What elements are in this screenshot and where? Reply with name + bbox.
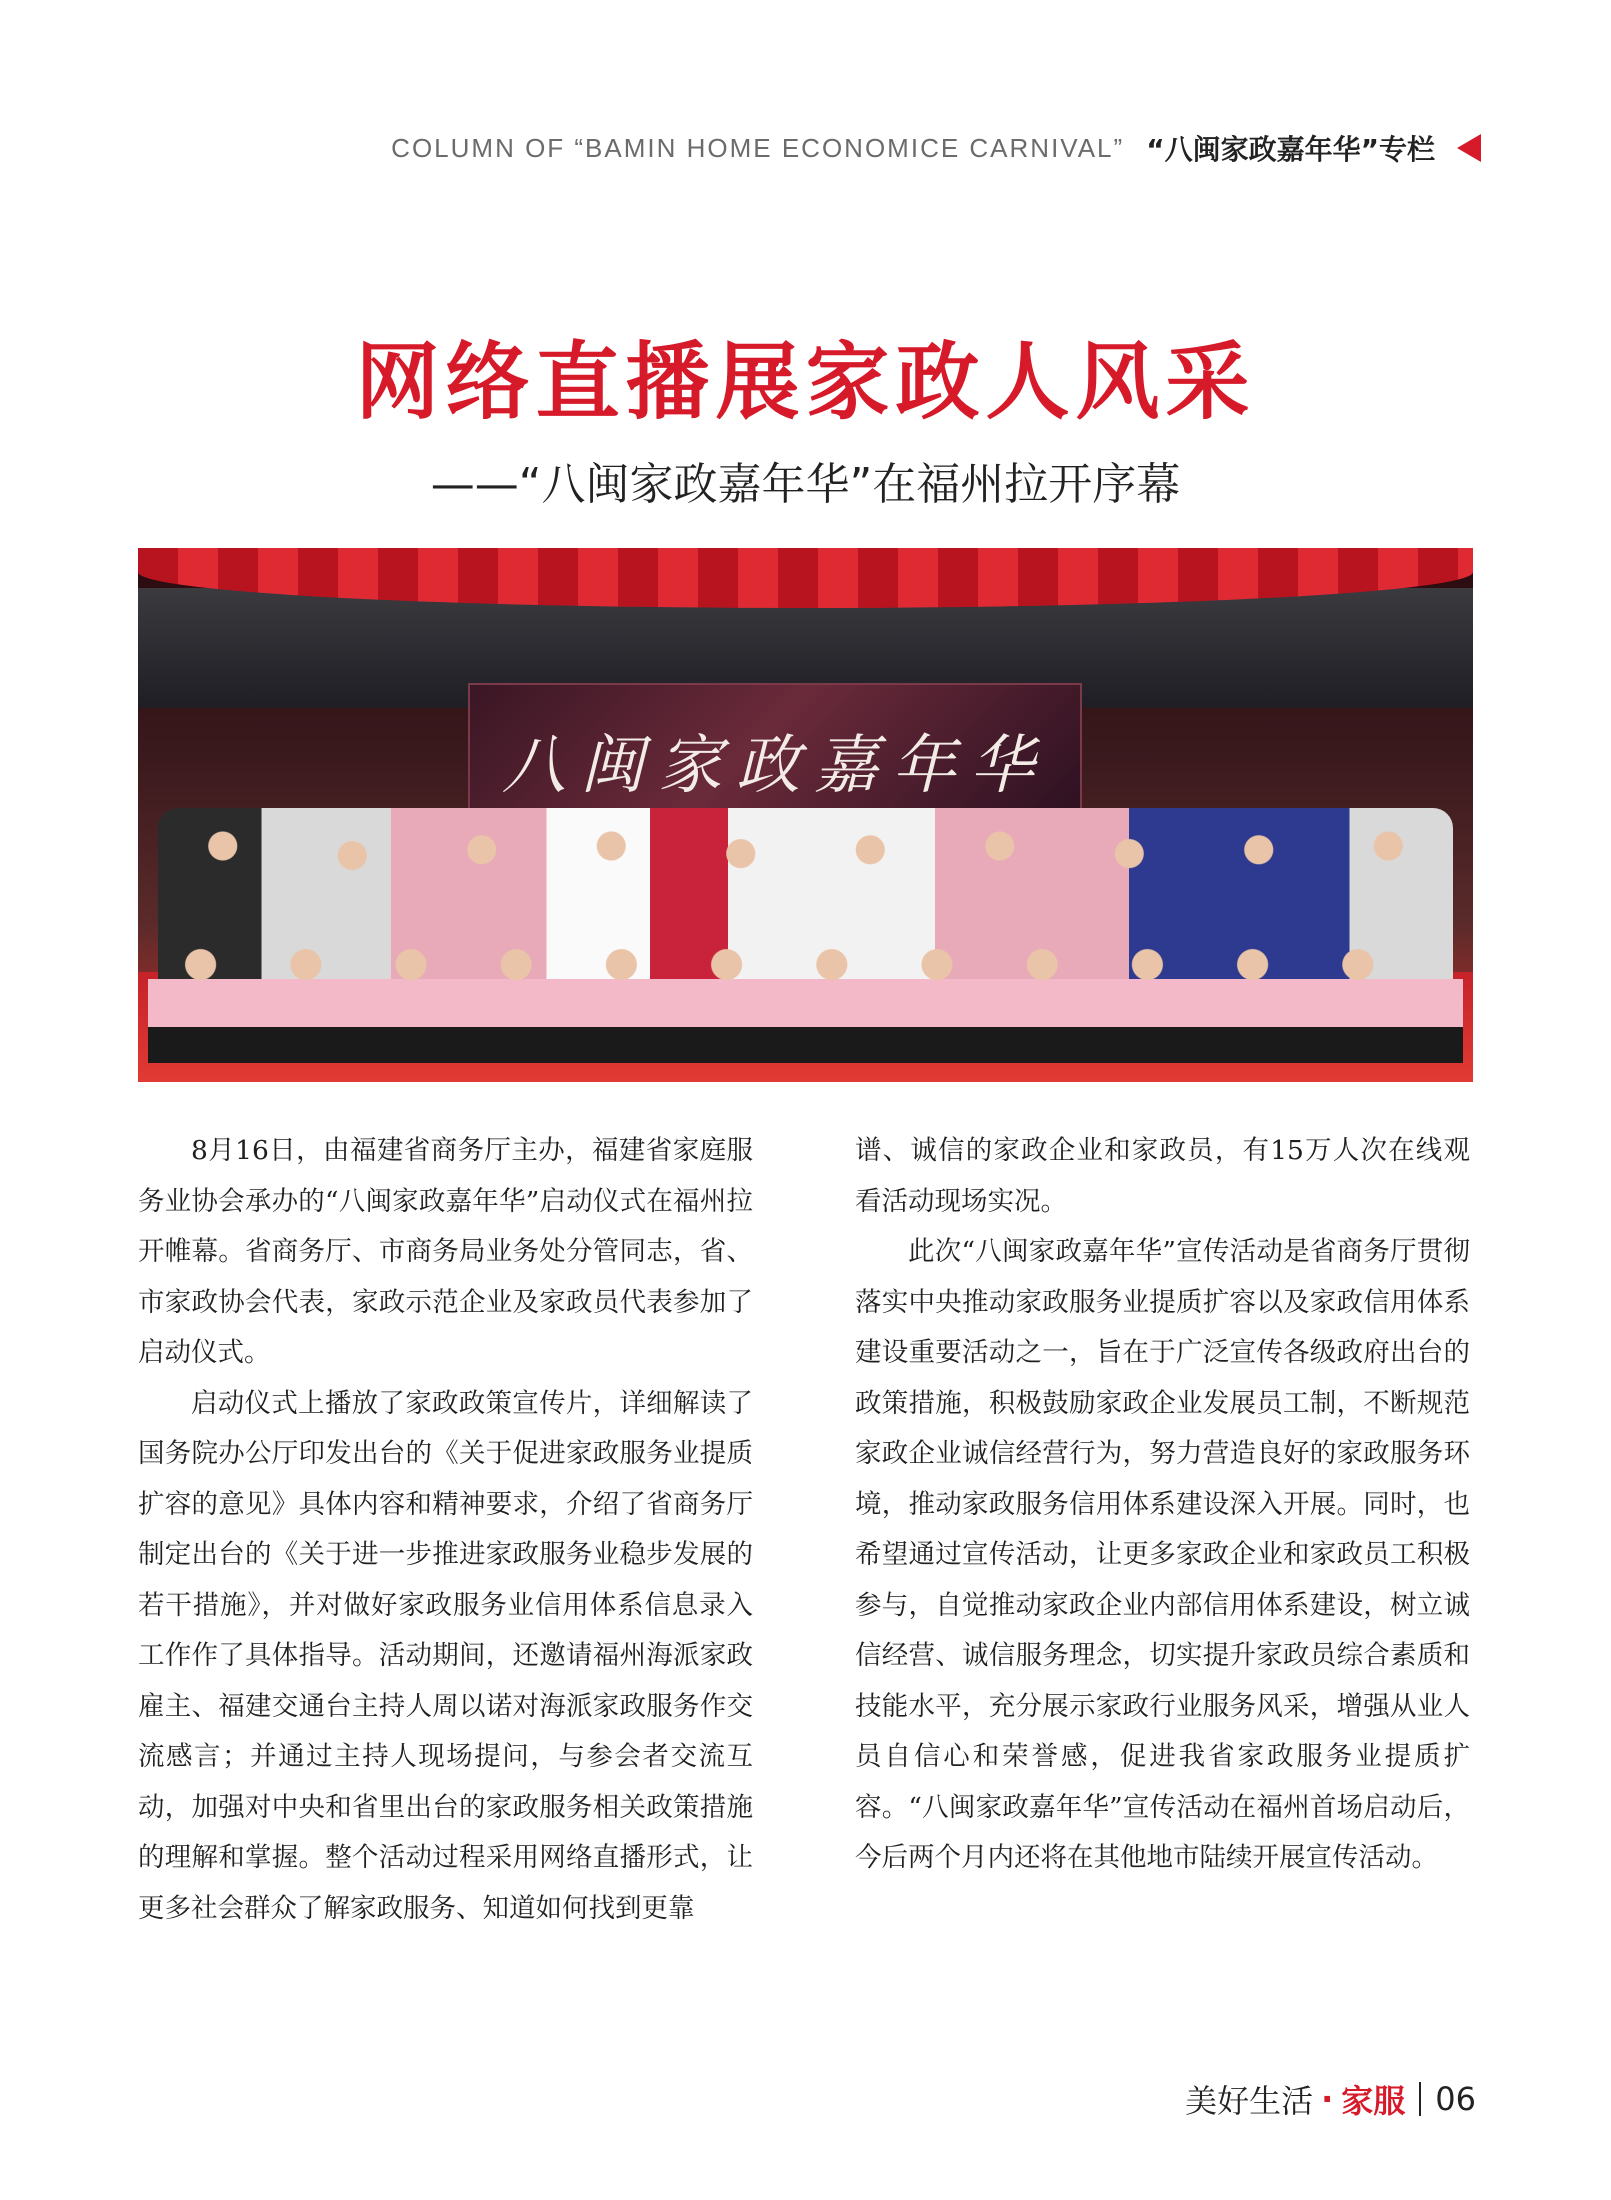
article-column-right — [855, 1126, 1470, 1884]
column-title-cn: “八闽家政嘉年华”专栏 — [1146, 133, 1435, 166]
column-title-en: COLUMN OF “BAMIN HOME ECONOMICE CARNIVAL” — [391, 132, 1125, 163]
magazine-name: 美好生活 — [1185, 2082, 1314, 2120]
paragraph: 8月16日，由福建省商务厅主办，福建省家庭服务业协会承办的“八闽家政嘉年华”启动仪式在福州拉开帷幕。省商务厅、市商务局业务处分管同志，省、市家政协会代表，家政示范企业及家政员代表参加了启动仪式。 — [138, 1135, 753, 1368]
page-number: 06 — [1435, 2080, 1476, 2118]
stage-screen-text: 八闽家政嘉年华 — [502, 729, 1048, 803]
group-photo — [138, 548, 1473, 1082]
triangle-marker-icon — [1457, 134, 1481, 162]
article-subtitle: ——“八闽家政嘉年华”在福州拉开序幕 — [430, 459, 1181, 510]
column-header — [391, 128, 1481, 168]
article-column-left — [138, 1126, 753, 1934]
footer-separator — [1419, 2082, 1421, 2116]
footer-dot: · — [1321, 2080, 1334, 2118]
paragraph-continuation: 谱、诚信的家政企业和家政员，有15万人次在线观看活动现场实况。 — [855, 1135, 1470, 1217]
article-title: 网络直播展家政人风采 — [355, 333, 1256, 431]
section-name: 家服 — [1341, 2082, 1406, 2120]
paragraph: 此次“八闽家政嘉年华”宣传活动是省商务厅贯彻落实中央推动家政服务业提质扩容以及家政信用体系建设重要活动之一，旨在于广泛宣传各级政府出台的政策措施，积极鼓励家政企业发展员工制，不断规范家政企业诚信经营行为，努力营造良好的家政服务环境，推动家政服务信用体系建设深入开展。同时，也希望通过宣传活动，让更多家政企业和家政员工积极参与，自觉推动家政企业内部信用体系建设，树立诚信经营、诚信服务理念，切实提升家政员综合素质和技能水平，充分展示家政行业服务风采，增强从业人员自信心和荣誉感，促进我省家政服务业提质扩容。“八闽家政嘉年华”宣传活动在福州首场启动后，今后两个月内还将在其他地市陆续开展宣传活动。 — [855, 1236, 1470, 1873]
page-footer — [1185, 2076, 1476, 2122]
photo-front-row — [148, 943, 1463, 1063]
paragraph: 启动仪式上播放了家政政策宣传片，详细解读了国务院办公厅印发出台的《关于促进家政服务业提质扩容的意见》具体内容和精神要求，介绍了省商务厅制定出台的《关于进一步推进家政服务业稳步发展的若干措施》，并对做好家政服务业信用体系信息录入工作作了具体指导。活动期间，还邀请福州海派家政雇主、福建交通台主持人周以诺对海派家政服务作交流感言；并通过主持人现场提问，与参会者交流互动，加强对中央和省里出台的家政服务相关政策措施的理解和掌握。整个活动过程采用网络直播形式，让更多社会群众了解家政服务、知道如何找到更靠 — [138, 1387, 753, 1924]
